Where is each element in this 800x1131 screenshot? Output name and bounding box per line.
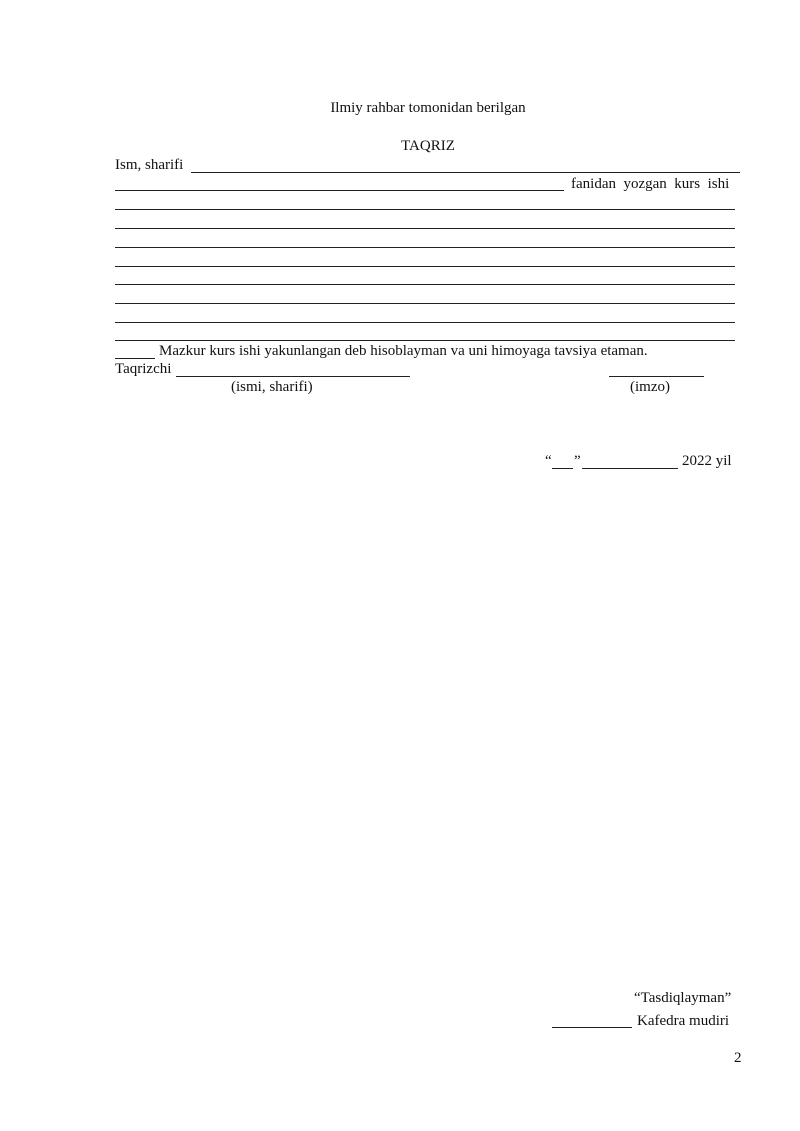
reviewer-name-line[interactable]: [176, 376, 410, 377]
review-line[interactable]: [115, 209, 735, 210]
reviewer-label: Taqrizchi: [115, 361, 172, 377]
date-close-quote: ”: [574, 453, 581, 469]
signature-caption: (imzo): [630, 379, 670, 395]
approval-signature-line[interactable]: [552, 1027, 632, 1028]
name-field-line[interactable]: [191, 172, 740, 173]
reviewer-signature-line[interactable]: [609, 376, 704, 377]
conclusion-prefix-line[interactable]: [115, 358, 155, 359]
date-day-line[interactable]: [552, 468, 573, 469]
document-subtitle: Ilmiy rahbar tomonidan berilgan: [330, 100, 526, 116]
approval-label: “Tasdiqlayman”: [634, 990, 732, 1006]
name-label: Ism, sharifi: [115, 157, 184, 173]
review-line[interactable]: [115, 228, 735, 229]
subject-suffix-text: fanidan yozgan kurs ishi: [571, 176, 730, 192]
subject-field-line[interactable]: [115, 190, 564, 191]
review-line[interactable]: [115, 303, 735, 304]
date-year-text: 2022 yil: [682, 453, 732, 469]
review-line[interactable]: [115, 340, 735, 341]
review-line[interactable]: [115, 284, 735, 285]
date-open-quote: “: [545, 453, 552, 469]
review-line[interactable]: [115, 247, 735, 248]
approval-role: Kafedra mudiri: [637, 1013, 730, 1029]
document-title: TAQRIZ: [401, 138, 455, 154]
page-number: 2: [734, 1050, 742, 1066]
date-month-line[interactable]: [582, 468, 678, 469]
review-line[interactable]: [115, 266, 735, 267]
review-line[interactable]: [115, 322, 735, 323]
conclusion-text: Mazkur kurs ishi yakunlangan deb hisoblayman va uni himoyaga tavsiya etaman.: [159, 343, 648, 359]
name-caption: (ismi, sharifi): [231, 379, 313, 395]
